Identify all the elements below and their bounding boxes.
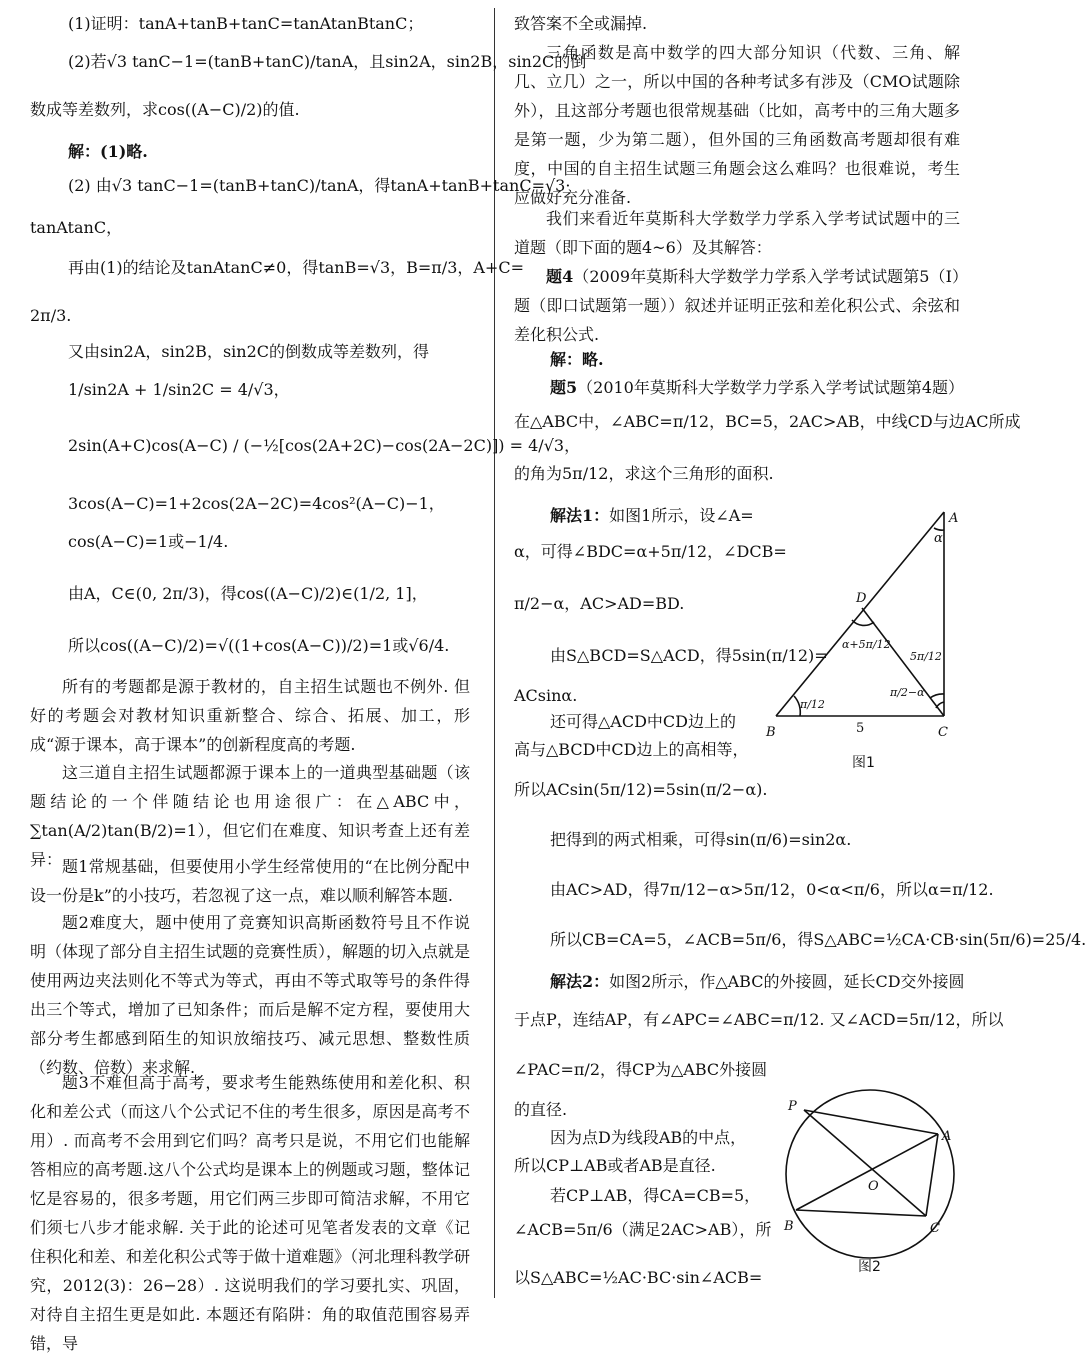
- text-line: [550, 506, 754, 526]
- text-line: 于点P，连结AP，有∠APC=∠ABC=π/12. 又∠ACD=5π/12，所以: [514, 1010, 1004, 1029]
- angle-a-arc: [934, 528, 944, 530]
- text-line: 所以ACsin(5π/12)=5sin(π/2−α).: [514, 780, 768, 799]
- text-line: 在△ABC中，∠ABC=π/12，BC=5，2AC>AB，中线CD与边AC所成: [514, 412, 1021, 431]
- side-ac: [926, 1134, 938, 1216]
- text-line: ∠PAC=π/2，得CP为△ABC外接圆: [514, 1060, 768, 1079]
- paragraph: 所有的考题都是源于教材的，自主招生试题也不例外. 但好的考题会对教材知识重新整合、综合、拓展、加工，形成“源于课本，高于课本”的创新程度高的考题.: [30, 677, 470, 754]
- text-line: 所以CP⊥AB或者AB是直径.: [514, 1156, 716, 1175]
- problem-label: 题5: [550, 378, 578, 397]
- text-line: 的角为5π/12，求这个三角形的面积.: [514, 464, 774, 483]
- paragraph: 题1常规基础，但要使用小学生经常使用的“在比例分配中设一份是k”的小技巧，若忽视了这一点，难以顺利解答本题.: [30, 857, 470, 905]
- angle-label-c: π/2−α: [890, 686, 925, 699]
- text-line: ∠ACB=5π/6（满足2AC>AB），所: [514, 1220, 772, 1239]
- text-line: tanAtanC，: [30, 218, 123, 237]
- side-ab: [796, 1134, 938, 1210]
- paragraph: 我们来看近年莫斯科大学数学力学系入学考试试题中的三道题（即下面的题4~6）及其解答：: [514, 209, 960, 257]
- point-label-o: O: [868, 1179, 879, 1194]
- text-line: α，可得∠BDC=α+5π/12，∠DCB=: [514, 542, 787, 561]
- text-line: (1)证明：tanA+tanB+tanC=tanAtanBtanC；: [68, 14, 424, 33]
- side-bc: [796, 1210, 926, 1216]
- text-line: [550, 972, 965, 992]
- paragraph: 三角函数是高中数学的四大部分知识（代数、三角、解几、立几）之一，所以中国的各种考试多有涉及（CMO试题除外），且这部分考题也很常规基础（比如，高考中的三角大题多是第一题，少为第二题），但外国的三角函数高考题却很有难度，中国的自主招生试题三角题会这么难吗？也很难说，考生应做好充分准备.: [514, 43, 960, 207]
- point-label-a: A: [942, 1129, 952, 1144]
- text-line: 由AC>AD，得7π/12−α>5π/12，0<α<π/6，所以α=π/12.: [550, 880, 994, 899]
- diameter-pc: [804, 1110, 926, 1216]
- vertex-label-a: A: [949, 511, 959, 526]
- formula-line: 2sin(A+C)cos(A−C) / (−½[cos(2A+2C)−cos(2A−2C)]) = 4/√3，: [68, 436, 581, 455]
- text-line: 又由sin2A，sin2B，sin2C的倒数成等差数列，得: [68, 342, 429, 361]
- formula-line: 3cos(A−C)=1+2cos(2A−2C)=4cos²(A−C)−1，: [68, 494, 445, 513]
- formula-line: 所以cos((A−C)/2)=√((1+cos(A−C))/2)=1或√6/4.: [68, 636, 450, 655]
- figure-2-caption: 图2: [858, 1259, 881, 1275]
- problem-text: （2009年莫斯科大学数学力学系入学考试试题第5（Ⅰ）题（即口试题第一题））叙述并证明正弦和差化积公式、余弦和差化积公式.: [514, 267, 960, 344]
- problem-label: 题4: [546, 267, 574, 286]
- solution-text: 如图2所示，作△ABC的外接圆，延长CD交外接圆: [609, 972, 965, 991]
- angle-c-inner-arc: [936, 702, 944, 708]
- text-line: 由S△BCD=S△ACD，得5sin(π/12)=: [550, 646, 828, 665]
- problem-5-header: [550, 378, 964, 398]
- solution-label: 解：略.: [550, 350, 604, 369]
- angle-label-alpha: α: [934, 531, 943, 546]
- text-line: 若CP⊥AB，得CA=CB=5，: [550, 1186, 761, 1205]
- side-label-bc: 5: [856, 721, 865, 736]
- paragraph: 题2难度大，题中使用了竞赛知识高斯函数符号且不作说明（体现了部分自主招生试题的竞赛性质），解题的切入点就是使用两边夹法则化不等式为等式，再由不等式取等号的条件得出三个等式，增加了已知条件；而后是解不定方程，要使用大部分考生都感到陌生的知识放缩技巧、减元思想、整数性质（约数、倍数）来求解.: [30, 913, 471, 1077]
- problem-text: （2010年莫斯科大学数学力学系入学考试试题第4题）: [577, 378, 965, 397]
- text-line: 高与△BCD中CD边上的高相等，: [514, 740, 749, 759]
- figure-1-triangle: [760, 500, 970, 745]
- text-line: 再由(1)的结论及tanAtanC≠0，得tanB=√3，B=π/3，A+C=: [68, 258, 524, 277]
- formula-line: cos(A−C)=1或−1/4.: [68, 532, 229, 551]
- angle-c-arc: [930, 694, 944, 698]
- text-line: 以S△ABC=½AC·BC·sin∠ACB=: [514, 1268, 763, 1287]
- vertex-label-c: C: [938, 725, 948, 740]
- text-line: π/2−α，AC>AD=BD.: [514, 594, 685, 613]
- vertex-label-b: B: [766, 725, 776, 740]
- point-label-p: P: [788, 1099, 797, 1114]
- text-line: 所以CB=CA=5，∠ACB=5π/6，得S△ABC=½CA·CB·sin(5π/6)=25/4.: [550, 930, 1086, 949]
- solution-label: 解法1：: [550, 506, 610, 525]
- solution-label: 解法2：: [550, 972, 610, 991]
- angle-label-d: α+5π/12: [842, 638, 891, 651]
- text-line: 的直径.: [514, 1100, 568, 1119]
- text-line: 因为点D为线段AB的中点，: [550, 1128, 747, 1147]
- paragraph: 题3不难但高于高考，要求考生能熟练使用和差化积、积化和差公式（而这八个公式记不住的考生很多，原因是高考不用）. 而高考不会用到它们吗？高考只是说，不用它们也能解答相应的高考题.这八个公式均是课本上的例题或习题，整体记忆是容易的，很多考题，用它们两三步即可简洁求解，不用它们须七八步才能求解. 关于此的论述可见笔者发表的文章《记住积化和差、和差化积公式等于做十道难题》（河北理科教学研究，2012(3)：26−28）. 这说明我们的学习要扎实、巩固，对待自主招生更是如此. 本题还有陷阱：角的取值范围容易弄错，导: [30, 1073, 471, 1353]
- formula-line: 1/sin2A + 1/sin2C = 4/√3，: [68, 380, 290, 399]
- text-line: 2π/3.: [30, 306, 72, 325]
- text-line: ACsinα.: [514, 686, 578, 705]
- solution-text: 如图1所示，设∠A=: [609, 506, 754, 525]
- vertex-label-d: D: [856, 591, 867, 606]
- text-line: 致答案不全或漏掉.: [514, 14, 648, 33]
- text-line: 把得到的两式相乘，可得sin(π/6)=sin2α.: [550, 830, 852, 849]
- figure-1-caption: 图1: [852, 755, 875, 771]
- chord-pa: [804, 1110, 938, 1134]
- text-line: (2) 由√3 tanC−1=(tanB+tanC)/tanA，得tanA+tanB+tanC=√3·: [68, 176, 571, 195]
- point-label-c: C: [930, 1221, 940, 1236]
- angle-label-ca: 5π/12: [910, 650, 942, 663]
- text-line: 还可得△ACD中CD边上的: [550, 712, 737, 731]
- point-label-b: B: [784, 1219, 794, 1234]
- angle-label-b: π/12: [800, 698, 825, 711]
- column-divider: [494, 8, 495, 1298]
- text-line: (2)若√3 tanC−1=(tanB+tanC)/tanA，且sin2A，sin2B，sin2C的倒: [68, 52, 587, 71]
- paragraph: 这三道自主招生试题都源于课本上的一道典型基础题（该题结论的一个伴随结论也用途很广：在△ABC中，∑tan(A/2)tan(B/2)=1），但它们在难度、知识考查上还有差异：: [30, 763, 470, 869]
- figure-2-circle: [770, 1086, 970, 1262]
- text-line: 数成等差数列，求cos((A−C)/2)的值.: [30, 100, 300, 119]
- problem-4: [514, 262, 960, 349]
- formula-line: 由A，C∈(0, 2π/3)，得cos((A−C)/2)∈(1/2, 1]，: [68, 584, 428, 603]
- text-line: 解：(1)略.: [68, 142, 148, 161]
